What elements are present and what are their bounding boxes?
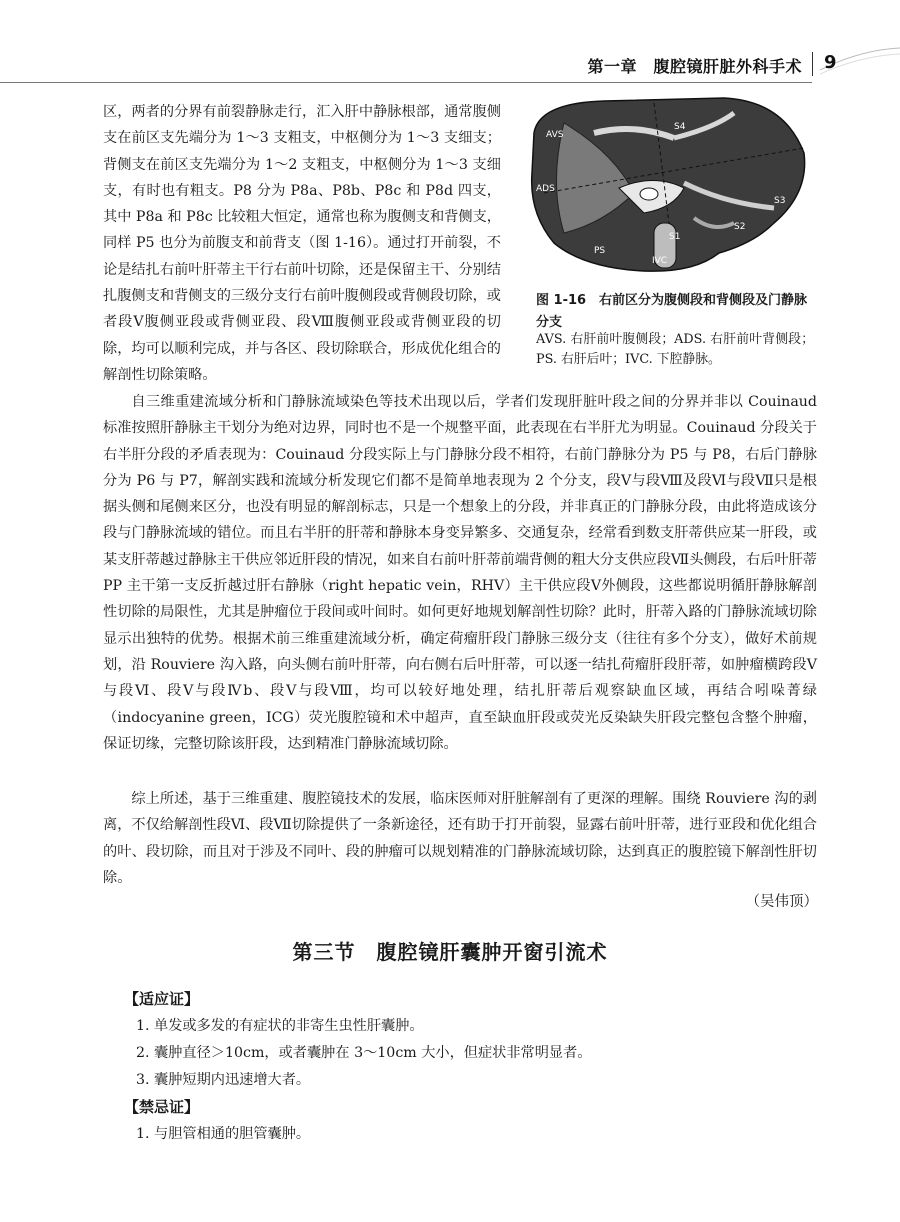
contraindications-heading: 【禁忌证】: [124, 1098, 200, 1116]
indication-item: 1. 单发或多发的有症状的非寄生虫性肝囊肿。: [136, 1018, 424, 1034]
label-ads: ADS: [536, 184, 555, 194]
label-s1: S1: [669, 232, 681, 242]
contraindication-item: 1. 与胆管相通的胆管囊肿。: [136, 1126, 311, 1142]
header-separator: [812, 52, 813, 76]
label-s3: S3: [774, 196, 786, 206]
figure-caption: AVS. 右肝前叶腹侧段；ADS. 右肝前叶背侧段；PS. 右肝后叶；IVC. 下腔静脉。: [536, 332, 814, 367]
header-rule: [0, 82, 812, 83]
label-ps: PS: [594, 246, 606, 256]
chapter-title: 第一章 腹腔镜肝脏外科手术: [587, 57, 802, 76]
paragraph-3: 综上所述，基于三维重建、腹腔镜技术的发展，临床医师对肝脏解剖有了更深的理解。围绕 Rouviere 沟的剥离，不仅给解剖性段Ⅵ、段Ⅶ切除提供了一条新途径，还有助于打开前裂，显露右前叶肝蒂，进行亚段和优化组合的叶、段切除，而且对于涉及不同叶、段的肿瘤可以规划精准的门静脉流域切除，达到真正的腹腔镜下解剖性肝切除。: [103, 791, 817, 886]
indication-item: 3. 囊肿短期内迅速增大者。: [136, 1072, 311, 1088]
page-header: [0, 0, 900, 90]
figure-title: 图 1-16 右前区分为腹侧段和背侧段及门静脉分支: [536, 293, 808, 330]
label-s2: S2: [734, 222, 746, 232]
label-s4: S4: [674, 122, 686, 132]
indications-heading: 【适应证】: [124, 990, 200, 1008]
section-title: 第三节 腹腔镜肝囊肿开窗引流术: [292, 940, 608, 964]
liver-figure: [524, 93, 814, 283]
paragraph-2: 自三维重建流域分析和门静脉流域染色等技术出现以后，学者们发现肝脏叶段之间的分界并非以 Couinaud 标准按照肝静脉主干划分为绝对边界，同时也不是一个规整平面，此表现在右半肝尤为明显。Couinaud 分段关于右半肝分段的矛盾表现为：Couinaud 分段实际上与门静脉分段不相符，右前门静脉分为 P5 与 P8，右后门静脉分为 P6 与 P7，解剖实践和流域分析发现它们都不是简单地表现为 2 个分支，段Ⅴ与段Ⅷ及段Ⅵ与段Ⅶ只是根据头侧和尾侧来区分，也没有明显的解剖标志，只是一个想象上的分段，并非真正的门静脉分段，由此将造成该分段与门静脉流域的错位。而且右半肝的肝蒂和静脉本身变异繁多、交通复杂，经常看到数支肝蒂供应某一肝段，或某支肝蒂越过静脉主干供应邻近肝段的情况，如来自右前叶肝蒂前端背侧的粗大分支供应段Ⅶ头侧段，右后叶肝蒂 PP 主干第一支反折越过肝右静脉（right hepatic vein，RHV）主干供应段Ⅴ外侧段，这些都说明循肝静脉解剖性切除的局限性，尤其是肿瘤位于段间或叶间时。如何更好地规划解剖性切除？此时，肝蒂入路的门静脉流域切除显示出独特的优势。根据术前三维重建流域分析，确定荷瘤肝段门静脉三级分支（往往有多个分支），做好术前规划，沿 Rouviere 沟入路，向头侧右前叶肝蒂，向右侧右后叶肝蒂，可以逐一结扎荷瘤肝段肝蒂，如肿瘤横跨段Ⅴ与段Ⅵ、段Ⅴ与段Ⅳb、段Ⅴ与段Ⅷ，均可以较好地处理，结扎肝蒂后观察缺血区域，再结合吲哚菁绿（indocyanine green，ICG）荧光腹腔镜和术中超声，直至缺血肝段或荧光反染缺失肝段完整包含整个肿瘤，保证切缘，完整切除该肝段，达到精准门静脉流域切除。: [103, 394, 817, 752]
liver-illustration: [524, 93, 814, 283]
indication-item: 2. 囊肿直径＞10cm，或者囊肿在 3～10cm 大小，但症状非常明显者。: [136, 1045, 592, 1061]
page-number: 9: [824, 52, 837, 73]
author-attribution: （吴伟顶）: [745, 894, 818, 910]
paragraph-1: 区，两者的分界有前裂静脉走行，汇入肝中静脉根部，通常腹侧支在前区支先端分为 1～3 支粗支，中枢侧分为 1～3 支细支；背侧支在前区支先端分为 1～2 支粗支，中枢侧分为 1～3 支细支，有时也有粗支。P8 分为 P8a、P8b、P8c 和 P8d 四支，其中 P8a 和 P8c 比较粗大恒定，通常也称为腹侧支和背侧支，同样 P5 也分为前腹支和前背支（图 1-16）。通过打开前裂，不论是结扎右前叶肝蒂主干行右前叶切除，还是保留主干、分别结扎腹侧支和背侧支的三级分支行右前叶腹侧段或背侧段切除，或者段Ⅴ腹侧亚段或背侧亚段、段Ⅷ腹侧亚段或背侧亚段的切除，均可以顺利完成，并与各区、段切除联合，形成优化组合的解剖性切除策略。: [103, 104, 501, 383]
label-ivc: IVC: [652, 256, 668, 266]
label-avs: AVS: [546, 130, 564, 140]
